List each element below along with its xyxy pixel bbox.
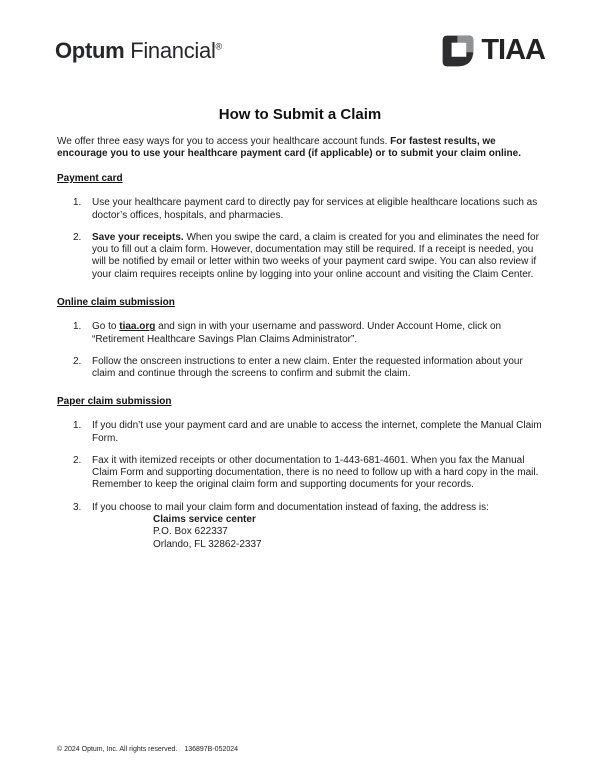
list-item <box>57 197 546 222</box>
list-number: 1. <box>73 197 82 209</box>
list-number: 2. <box>73 231 82 243</box>
copyright-text: © 2024 Optum, Inc. All rights reserved. <box>57 746 178 753</box>
section-heading-paper-claim: Paper claim submission <box>57 396 172 407</box>
document-number: 136897B-052024 <box>184 746 239 753</box>
intro-paragraph <box>57 136 546 161</box>
list-item <box>57 420 546 445</box>
optum-financial-logo <box>55 38 222 64</box>
list-item-text: If you didn’t use your payment card and are unable to access the internet, complete the Manual Claim Form. <box>92 420 542 444</box>
list-item-text: Use your healthcare payment card to directly pay for services at eligible healthcare locations such as doctor’s offices, hospitals, and pharmacies. <box>92 197 538 221</box>
list-item-text: Go to <box>92 321 120 333</box>
list-item <box>57 502 546 551</box>
intro-text-bold: For fastest results, we encourage you to use your healthcare payment card (if applicable) or to submit your claim online. <box>57 136 521 160</box>
list-item <box>57 232 546 281</box>
list-number: 2. <box>73 355 82 367</box>
list-item-text-bold: Save your receipts. <box>92 231 184 243</box>
list-item-text: If you choose to mail your claim form and documentation instead of faxing, the address is: <box>92 501 489 513</box>
list-number: 1. <box>73 420 82 432</box>
list-item <box>57 455 546 492</box>
section-paper-claim-submission <box>57 396 546 561</box>
section-online-claim-submission <box>57 297 546 390</box>
list-item-text: and sign in with your username and password. Under Account Home, click on “Retirement Healthcare Savings Plan Claims Administrator”. <box>92 321 502 345</box>
footer <box>57 746 238 753</box>
list-item <box>57 321 546 346</box>
address-city-state-zip: Orlando, FL 32862-2337 <box>153 538 262 550</box>
mailing-address-block <box>153 514 546 551</box>
intro-text: We offer three easy ways for you to access your healthcare account funds. <box>57 136 391 147</box>
list-number: 3. <box>73 501 82 513</box>
list-item <box>57 356 546 381</box>
tiaa-logo <box>441 34 545 67</box>
section-heading-payment-card: Payment card <box>57 173 123 184</box>
section-payment-card <box>57 173 546 291</box>
registered-trademark-symbol: ® <box>215 41 222 52</box>
optum-logo-wordmark-regular: Financial <box>124 37 216 63</box>
list-number: 1. <box>73 321 82 333</box>
section-heading-online-claim: Online claim submission <box>57 297 175 308</box>
header <box>55 34 545 67</box>
list-item-text: When you swipe the card, a claim is created for you and eliminates the need for you to fill out a claim form. However, documentation may still be required. If a receipt is needed, you will be notified by email or letter within two weeks of your payment card swipe. You can also review if your claim requires receipts online by logging into your online account and visiting the Claim Center. <box>92 231 539 280</box>
tiaa-logo-wordmark: TIAA <box>481 34 545 66</box>
tiaa-square-mark-icon <box>441 35 475 67</box>
list-number: 2. <box>73 454 82 466</box>
address-po-box: P.O. Box 622337 <box>153 526 228 538</box>
page-title: How to Submit a Claim <box>218 106 382 123</box>
tiaa-org-link[interactable]: tiaa.org <box>119 321 156 333</box>
optum-logo-wordmark-bold: Optum <box>55 37 125 63</box>
address-name: Claims service center <box>153 514 256 526</box>
list-item-text: Follow the onscreen instructions to enter a new claim. Enter the requested information about your claim and continue through the screens to confirm and submit the claim. <box>92 355 523 380</box>
list-item-text: Fax it with itemized receipts or other documentation to 1-443-681-4601. When you fax the Manual Claim Form and supporting documentation, there is no need to follow up with a hard copy in the mail. Remember to keep the original claim form and supporting documents for your records. <box>92 454 539 491</box>
